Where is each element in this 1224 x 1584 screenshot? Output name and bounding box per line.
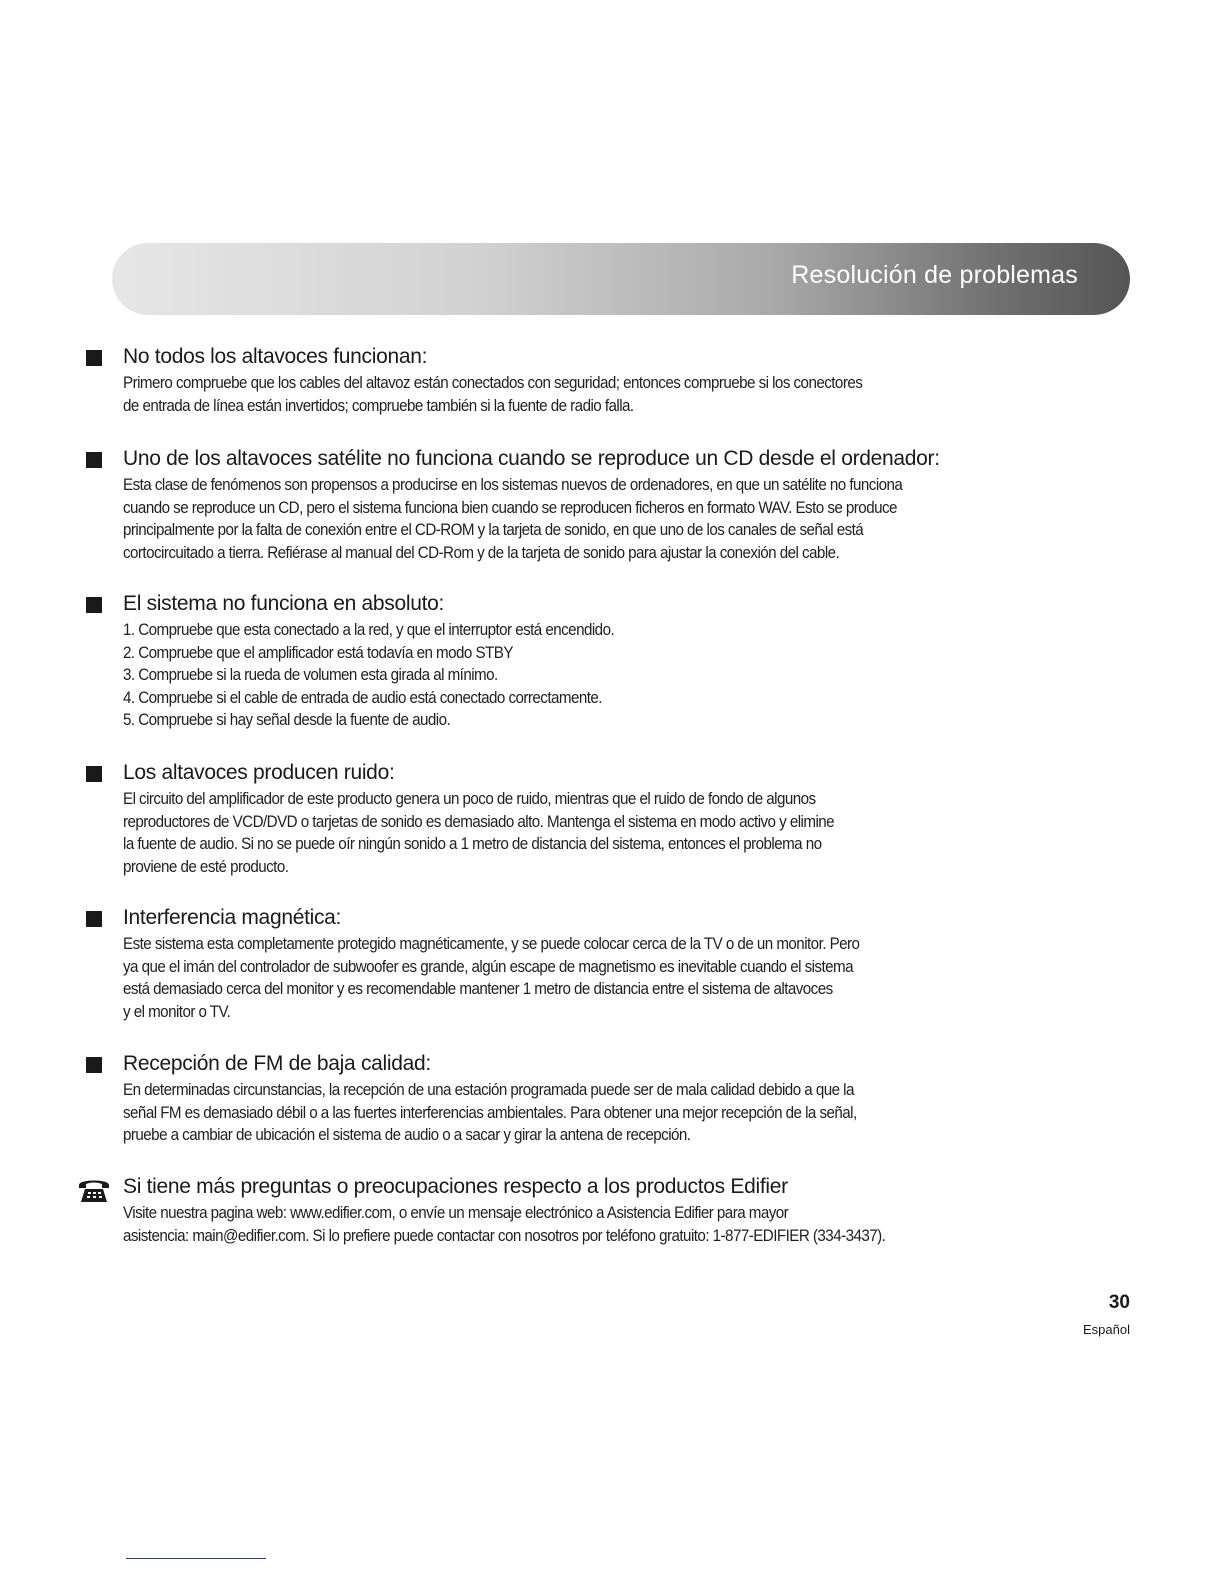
- item-body: [123, 1079, 1123, 1147]
- contact-body: [123, 1202, 1123, 1247]
- body-line: 1. Compruebe que esta conectado a la red, y que el interruptor está encendido.: [123, 621, 615, 639]
- item-title: Uno de los altavoces satélite no funciona cuando se reproduce un CD desde el ordenador:: [123, 447, 940, 470]
- item-title: El sistema no funciona en absoluto:: [123, 592, 445, 615]
- item-title: Los altavoces producen ruido:: [123, 761, 395, 784]
- item-body: [123, 474, 1123, 564]
- item-body: [123, 933, 1123, 1023]
- square-bullet-icon: [86, 1057, 102, 1073]
- body-line: El circuito del amplificador de este producto genera un poco de ruido, mientras que el ruido de fondo de algunos: [123, 790, 816, 808]
- body-line: 4. Compruebe si el cable de entrada de audio está conectado correctamente.: [123, 688, 602, 707]
- item-title: Recepción de FM de baja calidad:: [123, 1052, 431, 1075]
- item-body: [123, 372, 1123, 417]
- square-bullet-icon: [86, 452, 102, 468]
- page-language: Español: [1083, 1322, 1130, 1337]
- body-line: cuando se reproduce un CD, pero el sistema funciona bien cuando se reproducen ficheros en formato WAV. Esto se produce: [123, 498, 897, 517]
- body-line: reproductores de VCD/DVD o tarjetas de sonido es demasiado alto. Mantenga el sistema en modo activo y elimine: [123, 812, 835, 831]
- body-line: Esta clase de fenómenos son propensos a producirse en los sistemas nuevos de ordenadores, en que un satélite no funciona: [123, 476, 903, 494]
- body-line: pruebe a cambiar de ubicación el sistema de audio o a sacar y girar la antena de recepción.: [123, 1126, 691, 1144]
- body-line: Este sistema esta completamente protegido magnéticamente, y se puede colocar cerca de la TV o de un monitor. Pero: [123, 935, 860, 953]
- body-line: asistencia: main@edifier.com. Si lo prefiere puede contactar con nosotros por teléfono gratuito: 1-877-EDIFIER (334-3437).: [123, 1226, 886, 1245]
- body-line: En determinadas circunstancias, la recepción de una estación programada puede ser de mala calidad debido a que la: [123, 1081, 854, 1099]
- section-header-bar: [112, 243, 1130, 315]
- telephone-icon: [77, 1176, 111, 1204]
- item-title: Interferencia magnética:: [123, 906, 342, 929]
- body-line: Visite nuestra pagina web: www.edifier.com, o envíe un mensaje electrónico a Asistencia Edifier para mayor: [123, 1204, 789, 1222]
- body-line: y el monitor o TV.: [123, 1002, 231, 1021]
- body-line: cortocircuitado a tierra. Refiérase al manual del CD-Rom y de la tarjeta de sonido para ajustar la conexión del cable.: [123, 543, 840, 562]
- page-number: 30: [1108, 1292, 1130, 1313]
- item-title: No todos los altavoces funcionan:: [123, 345, 428, 368]
- square-bullet-icon: [86, 350, 102, 366]
- page-title: Resolución de problemas: [791, 261, 1078, 289]
- square-bullet-icon: [86, 911, 102, 927]
- square-bullet-icon: [86, 766, 102, 782]
- body-line: principalmente por la falta de conexión entre el CD-ROM y la tarjeta de sonido, en que uno de los canales de señal está: [123, 521, 864, 539]
- square-bullet-icon: [86, 597, 102, 613]
- body-line: 3. Compruebe si la rueda de volumen esta girada al mínimo.: [123, 666, 498, 684]
- item-body: [123, 788, 1123, 878]
- body-line: la fuente de audio. Si no se puede oír ningún sonido a 1 metro de distancia del sistema, entonces el problema no: [123, 835, 822, 853]
- body-line: señal FM es demasiado débil o a las fuertes interferencias ambientales. Para obtener una mejor recepción de la señal,: [123, 1103, 857, 1122]
- body-line: 5. Compruebe si hay señal desde la fuente de audio.: [123, 711, 451, 729]
- body-line: Primero compruebe que los cables del altavoz están conectados con seguridad; entonces compruebe si los conectores: [123, 374, 863, 392]
- footnote-divider: [126, 1558, 266, 1559]
- item-body: [123, 619, 1123, 732]
- body-line: ya que el imán del controlador de subwoofer es grande, algún escape de magnetismo es inevitable cuando el sistema: [123, 957, 854, 976]
- body-line: 2. Compruebe que el amplificador está todavía en modo STBY: [123, 643, 513, 662]
- body-line: está demasiado cerca del monitor y es recomendable mantener 1 metro de distancia entre el sistema de altavoces: [123, 980, 833, 998]
- contact-title: Si tiene más preguntas o preocupaciones respecto a los productos Edifier: [123, 1175, 788, 1198]
- body-line: de entrada de línea están invertidos; compruebe también si la fuente de radio falla.: [123, 396, 634, 415]
- body-line: proviene de esté producto.: [123, 857, 289, 876]
